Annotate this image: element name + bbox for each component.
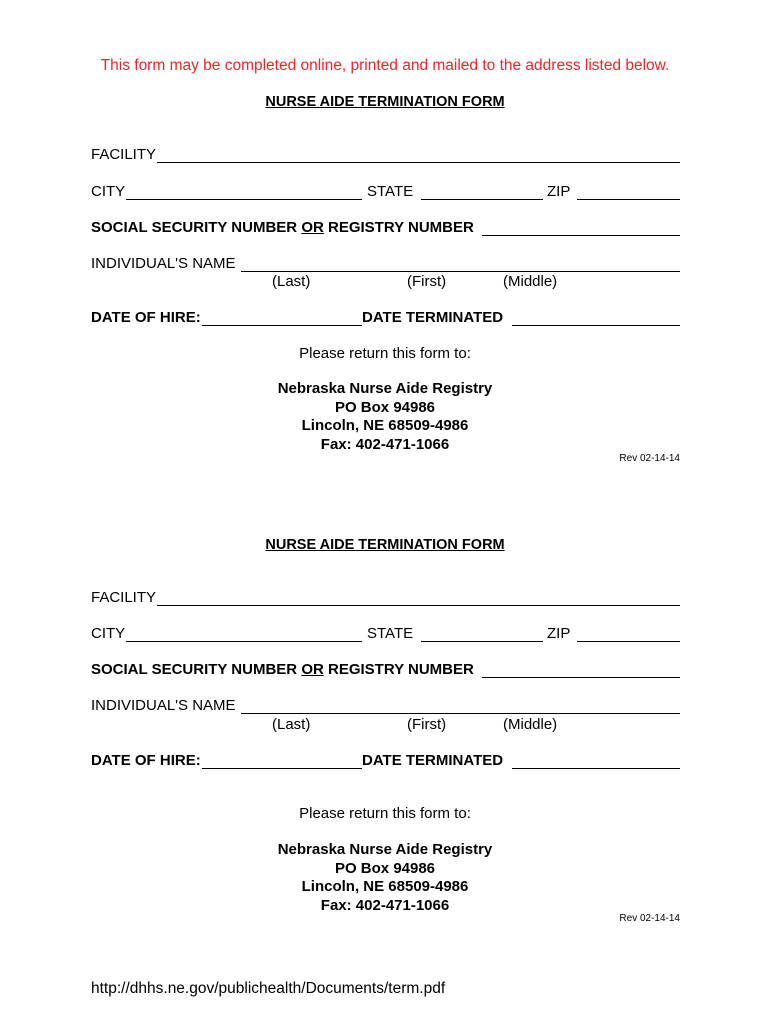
date-of-hire-field[interactable] bbox=[204, 752, 360, 768]
address-line-po-box: PO Box 94986 bbox=[334, 398, 436, 416]
ssn-label-part1: SOCIAL SECURITY NUMBER bbox=[91, 219, 302, 236]
city-line bbox=[126, 641, 362, 642]
date-of-hire-field[interactable] bbox=[204, 309, 360, 325]
date-of-hire-label: DATE OF HIRE: bbox=[91, 752, 201, 769]
date-of-hire-line bbox=[202, 768, 362, 769]
individual-name-line bbox=[241, 271, 680, 272]
ssn-registry-line bbox=[482, 677, 680, 678]
form-title: NURSE AIDE TERMINATION FORM bbox=[265, 537, 505, 553]
state-label: STATE bbox=[367, 625, 414, 642]
address-line-city: Lincoln, NE 68509-4986 bbox=[301, 417, 469, 434]
state-label: STATE bbox=[367, 183, 414, 200]
state-field[interactable] bbox=[423, 183, 541, 199]
name-last-caption: (Last) bbox=[272, 716, 311, 733]
date-of-hire-label: DATE OF HIRE: bbox=[91, 309, 201, 326]
return-instruction: Please return this form to: bbox=[299, 805, 471, 822]
date-terminated-label: DATE TERMINATED bbox=[362, 309, 504, 326]
name-first-caption: (First) bbox=[407, 273, 447, 290]
footer-url: http://dhhs.ne.gov/publichealth/Documents/term.pdf bbox=[91, 980, 446, 997]
address-line-organization: Nebraska Nurse Aide Registry bbox=[277, 380, 493, 397]
return-address bbox=[0, 841, 770, 915]
name-last-caption: (Last) bbox=[272, 273, 311, 290]
state-field[interactable] bbox=[423, 625, 541, 641]
return-address bbox=[0, 380, 770, 454]
state-line bbox=[421, 199, 543, 200]
name-middle-caption: (Middle) bbox=[503, 273, 558, 290]
address-line-city: Lincoln, NE 68509-4986 bbox=[301, 878, 469, 895]
address-line-organization: Nebraska Nurse Aide Registry bbox=[277, 841, 493, 858]
date-terminated-line bbox=[512, 325, 680, 326]
city-field[interactable] bbox=[128, 625, 360, 641]
facility-field[interactable] bbox=[160, 146, 678, 162]
form-title: NURSE AIDE TERMINATION FORM bbox=[265, 94, 505, 110]
individual-name-field[interactable] bbox=[243, 255, 678, 271]
zip-line bbox=[577, 641, 680, 642]
city-field[interactable] bbox=[128, 183, 360, 199]
date-terminated-label: DATE TERMINATED bbox=[362, 752, 504, 769]
ssn-label-part2: REGISTRY NUMBER bbox=[323, 661, 474, 678]
address-line-fax: Fax: 402-471-1066 bbox=[320, 435, 450, 453]
return-instruction: Please return this form to: bbox=[299, 345, 471, 362]
city-label: CITY bbox=[91, 183, 126, 200]
name-first-caption: (First) bbox=[407, 716, 447, 733]
individual-name-label: INDIVIDUAL'S NAME bbox=[91, 697, 236, 714]
individual-name-field[interactable] bbox=[243, 697, 678, 713]
city-label: CITY bbox=[91, 625, 126, 642]
facility-label: FACILITY bbox=[91, 589, 157, 606]
date-terminated-field[interactable] bbox=[514, 309, 678, 325]
zip-field[interactable] bbox=[579, 183, 678, 199]
address-line-po-box: PO Box 94986 bbox=[334, 859, 436, 877]
facility-label: FACILITY bbox=[91, 146, 157, 163]
ssn-label-part1: SOCIAL SECURITY NUMBER bbox=[91, 661, 302, 678]
individual-name-line bbox=[241, 713, 680, 714]
individual-name-label: INDIVIDUAL'S NAME bbox=[91, 255, 236, 272]
date-terminated-field[interactable] bbox=[514, 752, 678, 768]
zip-field[interactable] bbox=[579, 625, 678, 641]
facility-field[interactable] bbox=[160, 589, 678, 605]
state-line bbox=[421, 641, 543, 642]
date-terminated-line bbox=[512, 768, 680, 769]
zip-label: ZIP bbox=[547, 625, 571, 642]
address-line-fax: Fax: 402-471-1066 bbox=[320, 896, 450, 914]
revision-label: Rev 02-14-14 bbox=[619, 913, 680, 924]
ssn-label-or: OR bbox=[301, 219, 324, 236]
ssn-registry-field[interactable] bbox=[484, 219, 678, 235]
ssn-label-or: OR bbox=[301, 661, 324, 678]
zip-label: ZIP bbox=[547, 183, 571, 200]
online-notice: This form may be completed online, printed and mailed to the address listed below. bbox=[100, 57, 670, 74]
zip-line bbox=[577, 199, 680, 200]
date-of-hire-line bbox=[202, 325, 362, 326]
ssn-registry-line bbox=[482, 235, 680, 236]
ssn-registry-label bbox=[91, 662, 474, 677]
revision-label: Rev 02-14-14 bbox=[619, 453, 680, 464]
facility-line bbox=[157, 605, 680, 606]
city-line bbox=[126, 199, 362, 200]
ssn-registry-label bbox=[91, 220, 474, 235]
name-middle-caption: (Middle) bbox=[503, 716, 558, 733]
ssn-label-part2: REGISTRY NUMBER bbox=[323, 219, 474, 236]
facility-line bbox=[157, 162, 680, 163]
ssn-registry-field[interactable] bbox=[484, 661, 678, 677]
